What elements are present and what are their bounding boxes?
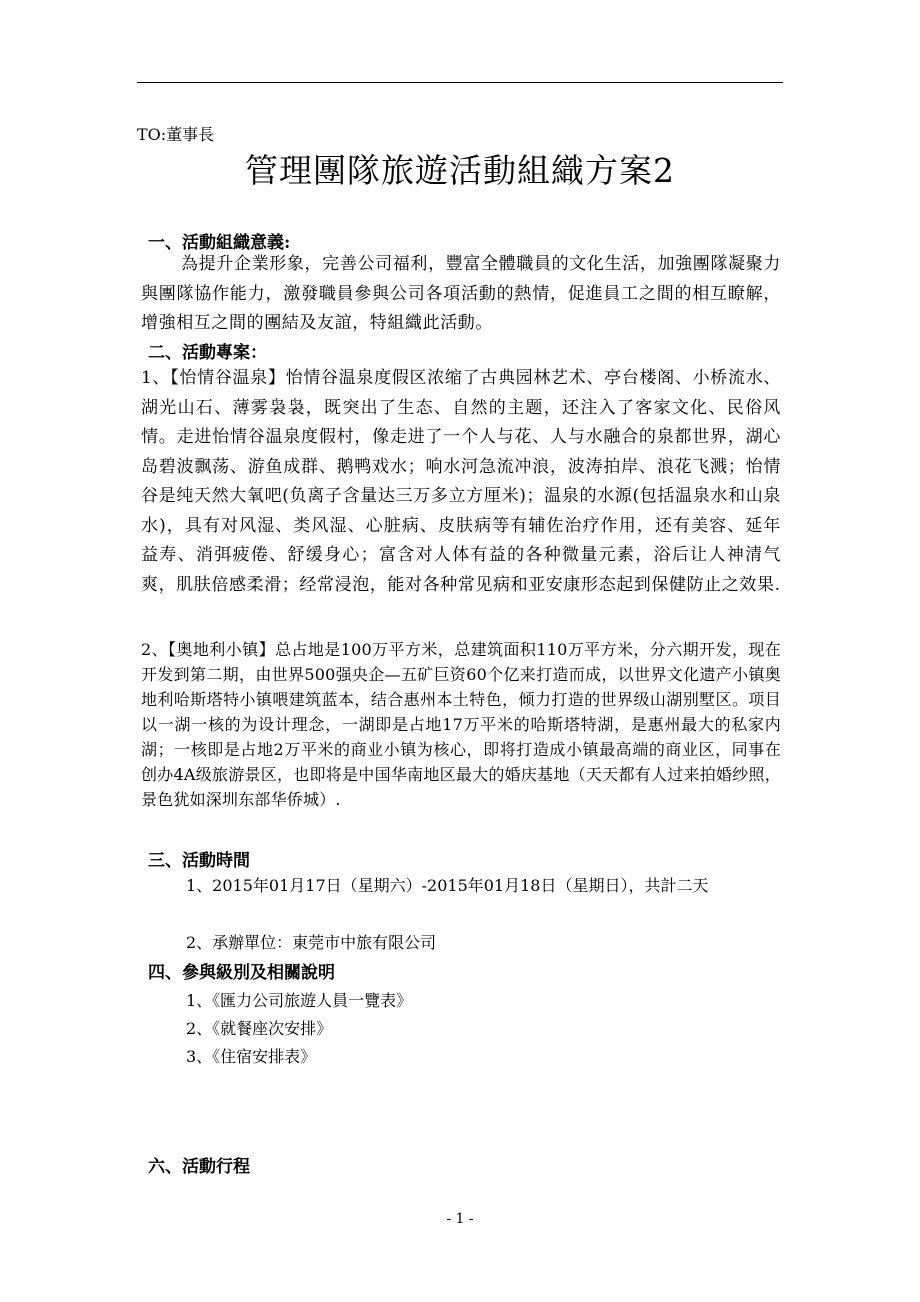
project-hot-spring: 1、【怡情谷温泉】怡情谷温泉度假区浓缩了古典园林艺术、亭台楼阁、小桥流水、湖光山石、薄雾袅袅，既突出了生态、自然的主题，还注入了客家文化、民俗风情。走进怡情谷温泉度假村，像走进了一个人与花、人与水融合的泉都世界，湖心岛碧波飘荡、游鱼成群、鹅鸭戏水；响水河急流冲浪，波涛拍岸、浪花飞溅；怡情谷是纯天然大氧吧(负离子含量达三万多立方厘米)；温泉的水源(包括温泉水和山泉水)，具有对风湿、类风湿、心脏病、皮肤病等有辅佐治疗作用，还有美容、延年益寿、消弭疲倦、舒缓身心；富含对人体有益的各种微量元素，浴后让人神清气爽，肌肤倍感柔滑；经常浸泡，能对各种常见病和亚安康形态起到保健防止之效果. <box>141 368 781 595</box>
section-heading-participants: 四、參與級別及相關說明 <box>148 963 335 983</box>
recipient-line: TO:董事長 <box>137 125 215 144</box>
section-heading-time: 三、活動時間 <box>148 851 250 871</box>
section-body-purpose: 為提升企業形象，完善公司福利，豐富全體職員的文化生活，加強團隊凝聚力與團隊協作能力，激發職員參與公司各項活動的熱情，促進員工之間的相互瞭解，增強相互之間的團結及友誼，特組織此活動。 <box>141 254 781 333</box>
section-heading-itinerary: 六、活動行程 <box>148 1157 250 1177</box>
time-item-organizer: 2、承辦單位：東莞市中旅有限公司 <box>186 933 437 952</box>
project-austria-town: 2、【奥地利小镇】总占地是100万平方米，总建筑面积110万平方米，分六期开发，现在开发到第二期，由世界500强央企—五矿巨资60个亿来打造而成，以世界文化遗产小镇奥地利哈斯塔特小镇喂建筑蓝本，结合惠州本土特色，倾力打造的世界级山湖别墅区。项目以一湖一核的为设计理念，一湖即是占地17万平米的哈斯塔特湖，是惠州最大的私家内湖；一核即是占地2万平米的商业小镇为核心，即将打造成小镇最高端的商业区，同事在创办4A级旅游景区，也即将是中国华南地区最大的婚庆基地（天天都有人过来拍婚纱照，景色犹如深圳东部华侨城）. <box>141 640 781 809</box>
header-rule <box>137 82 783 83</box>
document-title: 管理團隊旅遊活動組織方案2 <box>245 151 675 190</box>
page-number: - 1 - <box>446 1211 474 1227</box>
participants-item-lodging: 3、《住宿安排表》 <box>186 1047 317 1066</box>
time-item-dates: 1、2015年01月17日（星期六）-2015年01月18日（星期日），共計二天 <box>186 876 709 895</box>
section-heading-projects: 二、活動專案： <box>148 343 267 363</box>
participants-item-list: 1、《匯力公司旅遊人員一覽表》 <box>186 991 413 1010</box>
participants-item-seating: 2、《就餐座次安排》 <box>186 1019 333 1038</box>
section-heading-purpose: 一、活動組織意義: <box>148 233 291 253</box>
